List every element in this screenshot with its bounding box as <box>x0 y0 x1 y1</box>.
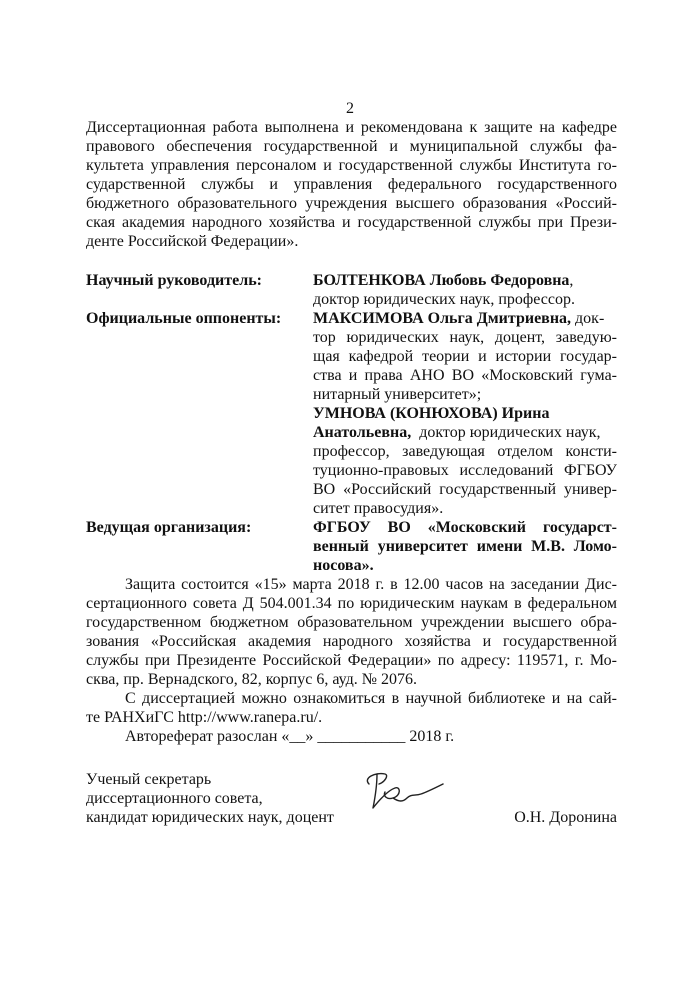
text-line: службы при Президенте Российской Федерации» по адресу: 119571, г. Мо- <box>86 652 617 669</box>
text-line: ства и права АНО ВО «Московский гума- <box>313 367 617 384</box>
text-line: Диссертационная работа выполнена и рекомендована к защите на кафедре <box>86 119 617 136</box>
day-blank: __ <box>289 728 306 745</box>
persons-section <box>86 271 617 575</box>
text-line: зования «Российская академия народного хозяйства и государственной <box>86 633 617 650</box>
supervisor-name: БОЛТЕНКОВА Любовь Федоровна <box>313 272 570 289</box>
lead-org-label: Ведущая организация: <box>86 519 252 536</box>
text-line: денте Российской Федерации». <box>86 233 299 250</box>
month-blank: ___________ <box>317 728 406 745</box>
text-line: ская академия народного хозяйства и государственной службы при Прези- <box>86 214 617 231</box>
opponent-2-name-cont: Анатольевна, <box>313 424 412 441</box>
intro-paragraph <box>86 118 617 251</box>
text: док- <box>571 310 605 327</box>
secretary-title: Ученый секретарь <box>86 771 212 788</box>
text-line: государственном бюджетном образовательном учреждении высшего обра- <box>86 614 617 631</box>
signature-icon <box>355 768 455 813</box>
text-line: профессор, заведующая отделом консти- <box>313 443 617 460</box>
opponent-2-name: УМНОВА (КОНЮХОВА) Ирина <box>313 405 550 422</box>
text-line: тор юридических наук, доцент, заведую- <box>313 329 617 346</box>
text: 2018 г. <box>405 728 455 745</box>
text-line: Защита состоится «15» марта 2018 г. в 12.00 часов на заседании Дис- <box>125 576 617 593</box>
supervisor-label: Научный руководитель: <box>86 272 262 289</box>
punct: , <box>569 272 574 289</box>
text-line: венный университет имени М.В. Ломо- <box>313 538 617 555</box>
secretary-title: диссертационного совета, <box>86 790 263 807</box>
text-line: ФГБОУ ВО «Московский государст- <box>313 519 617 536</box>
text: Автореферат разослан « <box>125 728 290 745</box>
opponents-label: Официальные оппоненты: <box>86 310 282 327</box>
text: » <box>305 728 318 745</box>
text-line: культета управления персоналом и государственной службы Института го- <box>86 157 617 174</box>
supervisor-row <box>86 271 617 309</box>
text-line: те РАНХиГС http://www.ranepa.ru/. <box>86 709 323 726</box>
lead-org-row <box>86 518 617 575</box>
secretary-name: О.Н. Доронина <box>514 809 617 826</box>
text-line: бюджетного образовательного учреждения высшего образования «Россий- <box>86 195 617 212</box>
text-line: носова». <box>313 557 374 574</box>
text-line: туционно-правовых исследований ФГБОУ <box>313 462 617 479</box>
supervisor-degree: доктор юридических наук, профессор. <box>313 291 575 308</box>
text: доктор юридических наук, <box>411 424 601 441</box>
secretary-title: кандидат юридических наук, доцент <box>86 809 334 826</box>
text-line: С диссертацией можно ознакомиться в научной библиотеке и на сай- <box>125 690 617 707</box>
text-line: сударственной службы и управления федерального государственного <box>86 176 617 193</box>
text-line: нитарный университет»; <box>313 386 482 403</box>
text-line: ситет правосудия». <box>313 500 444 517</box>
defense-paragraph <box>86 575 617 746</box>
text-line: щая кафедрой теории и истории государ- <box>313 348 617 365</box>
opponent-1-name: МАКСИМОВА Ольга Дмитриевна, <box>313 310 572 327</box>
text-line: правового обеспечения государственной и муниципальной службы фа- <box>86 138 617 155</box>
text-line: ВО «Российский государственный универ- <box>313 481 617 498</box>
text-line: сква, пр. Вернадского, 82, корпус 6, ауд. № 2076. <box>86 671 417 688</box>
sent-line <box>86 727 617 746</box>
page-number: 2 <box>346 100 354 117</box>
text-line: сертационного совета Д 504.001.34 по юридическим наукам в федеральном <box>86 595 617 612</box>
opponents-row <box>86 309 617 518</box>
